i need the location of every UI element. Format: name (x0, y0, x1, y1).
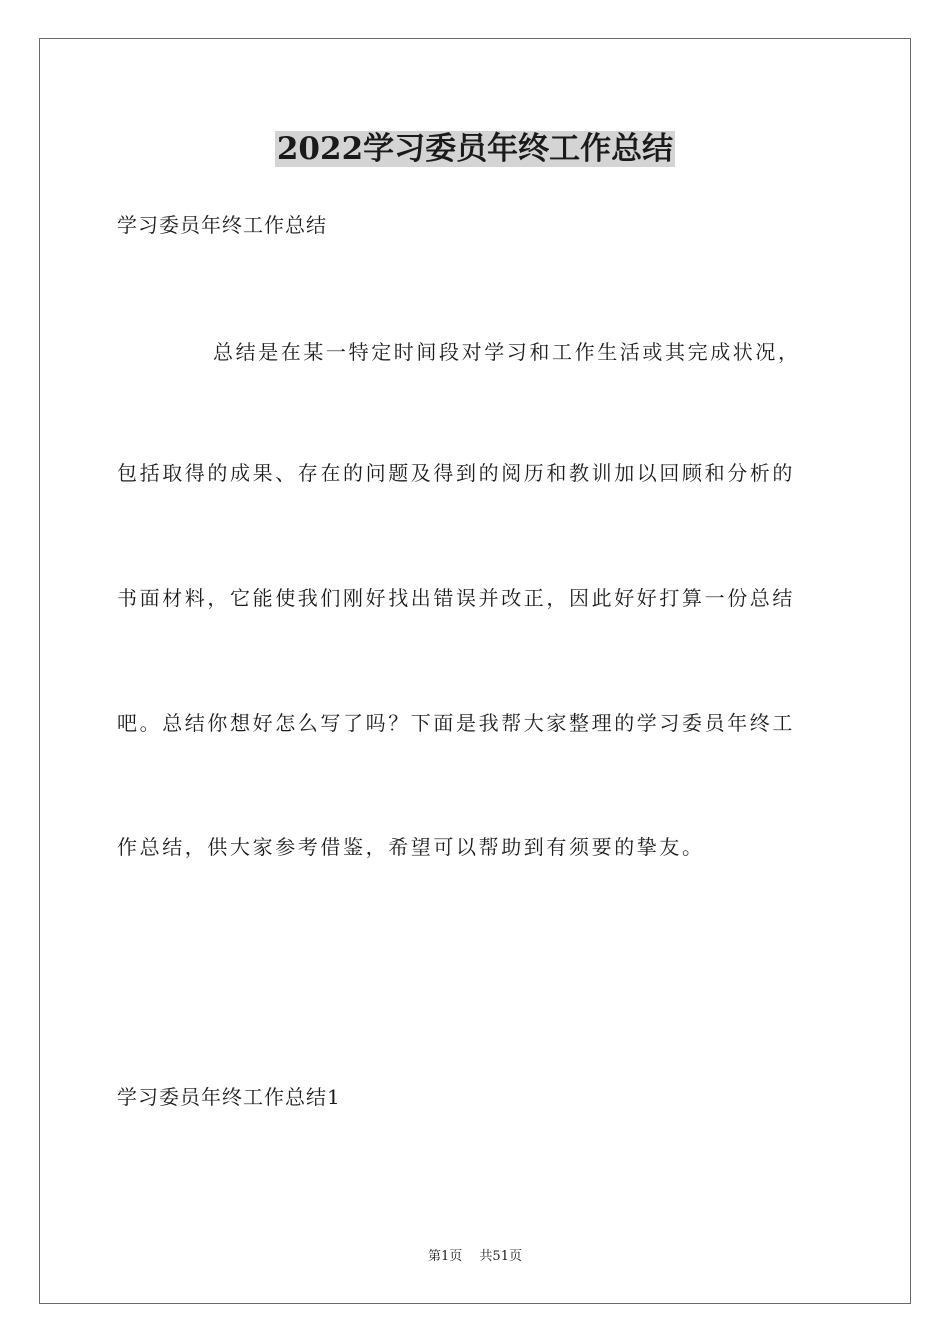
paragraph-line: 吧。总结你想好怎么写了吗？下面是我帮大家整理的学习委员年终工 (117, 711, 795, 735)
paragraph-line: 总结是在某一特定时间段对学习和工作生活或其完成状况， (213, 340, 801, 364)
page-number-footer: 第1页 共51页 (428, 1249, 522, 1264)
paragraph-line: 作总结，供大家参考借鉴，希望可以帮助到有须要的挚友。 (117, 835, 705, 859)
document-subtitle: 学习委员年终工作总结 (117, 213, 327, 237)
paragraph-line: 包括取得的成果、存在的问题及得到的阅历和教训加以回顾和分析的 (117, 461, 795, 485)
paragraph-line: 书面材料，它能使我们刚好找出错误并改正，因此好好打算一份总结 (117, 586, 795, 610)
document-title-text: 2022学习委员年终工作总结 (276, 131, 674, 167)
section-heading: 学习委员年终工作总结1 (117, 1085, 341, 1109)
document-title (0, 126, 950, 172)
